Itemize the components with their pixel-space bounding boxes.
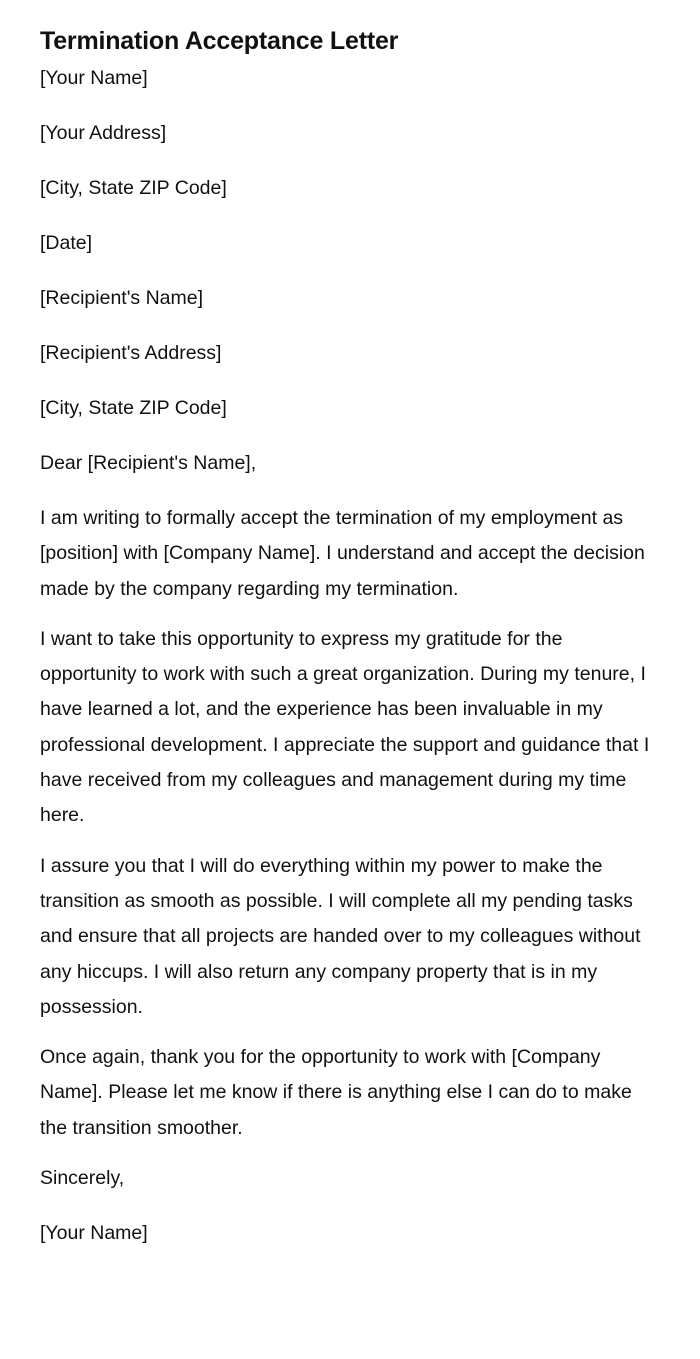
- sender-address: [Your Address]: [40, 122, 167, 144]
- body-paragraph-4: Once again, thank you for the opportunity to work with [Company Name]. Please let me know if there is anything else I can do to make the transition smoother.: [40, 1046, 632, 1139]
- body-paragraph-2: I want to take this opportunity to express my gratitude for the opportunity to work with such a great organization. During my tenure, I have learned a lot, and the experience has been invaluable in my professional development. I appreciate the support and guidance that I have received from my colleagues and management during my time here.: [40, 627, 650, 827]
- body-paragraph-1: I am writing to formally accept the termination of my employment as [position] with [Company Name]. I understand and accept the decision made by the company regarding my termination.: [40, 507, 645, 600]
- recipient-city-state-zip: [City, State ZIP Code]: [40, 397, 227, 419]
- document-title: Termination Acceptance Letter: [40, 27, 399, 55]
- sender-name: [Your Name]: [40, 67, 148, 89]
- closing: Sincerely,: [40, 1167, 125, 1190]
- recipient-address: [Recipient's Address]: [40, 342, 222, 364]
- salutation: Dear [Recipient's Name],: [40, 452, 257, 474]
- letter-date: [Date]: [40, 232, 93, 254]
- signature-name: [Your Name]: [40, 1222, 148, 1245]
- sender-city-state-zip: [City, State ZIP Code]: [40, 177, 227, 199]
- recipient-name: [Recipient's Name]: [40, 287, 204, 309]
- body-paragraph-3: I assure you that I will do everything within my power to make the transition as smooth as possible. I will complete all my pending tasks and ensure that all projects are handed over to my colleagues without any hiccups. I will also return any company property that is in my possession.: [40, 854, 641, 1018]
